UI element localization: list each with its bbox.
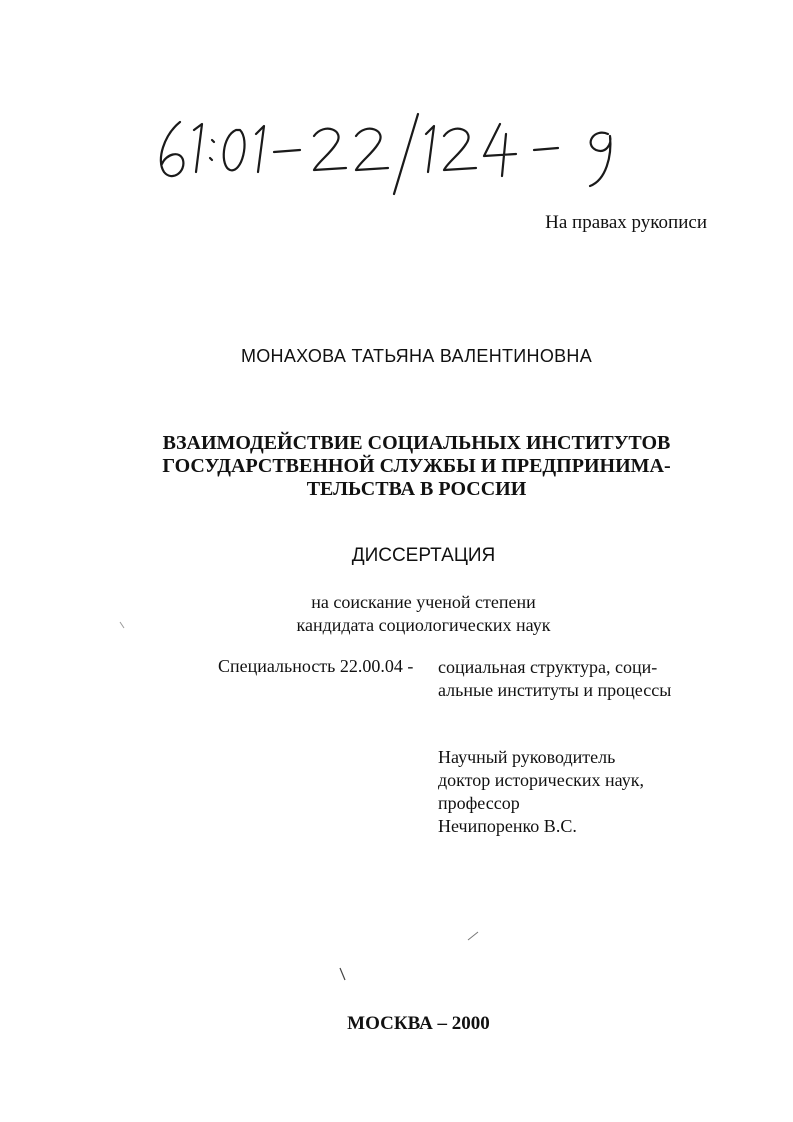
specialty-line: альные институты и процессы bbox=[438, 680, 672, 700]
supervisor-line: Научный руководитель bbox=[438, 747, 616, 767]
specialty-line: социальная структура, соци- bbox=[438, 657, 658, 677]
rights-notice: На правах рукописи bbox=[545, 212, 707, 233]
degree-statement bbox=[0, 591, 793, 637]
supervisor-line: доктор исторических наук, bbox=[438, 770, 644, 790]
author-name: МОНАХОВА ТАТЬЯНА ВАЛЕНТИНОВНА bbox=[240, 346, 593, 366]
document-type: ДИССЕРТАЦИЯ bbox=[351, 545, 496, 566]
title-line: ТЕЛЬСТВА В РОССИИ bbox=[306, 478, 527, 500]
scientific-supervisor bbox=[438, 746, 644, 838]
supervisor-line: профессор bbox=[438, 793, 520, 813]
handwritten-archive-number bbox=[150, 100, 650, 200]
degree-line: на соискание ученой степени bbox=[311, 592, 536, 612]
supervisor-line: Нечипоренко В.С. bbox=[438, 816, 577, 836]
dissertation-title bbox=[0, 432, 793, 501]
handwritten-archive-number-drawing bbox=[150, 100, 650, 200]
scan-mark bbox=[340, 968, 345, 980]
specialty-label: Специальность 22.00.04 - bbox=[218, 656, 414, 676]
specialty-description bbox=[438, 656, 671, 702]
scan-mark bbox=[468, 932, 478, 940]
degree-line: кандидата социологических наук bbox=[296, 615, 551, 635]
title-line: ГОСУДАРСТВЕННОЙ СЛУЖБЫ И ПРЕДПРИНИМА- bbox=[162, 455, 671, 477]
city-and-year: МОСКВА – 2000 bbox=[347, 1013, 490, 1034]
title-line: ВЗАИМОДЕЙСТВИЕ СОЦИАЛЬНЫХ ИНСТИТУТОВ bbox=[162, 432, 671, 454]
